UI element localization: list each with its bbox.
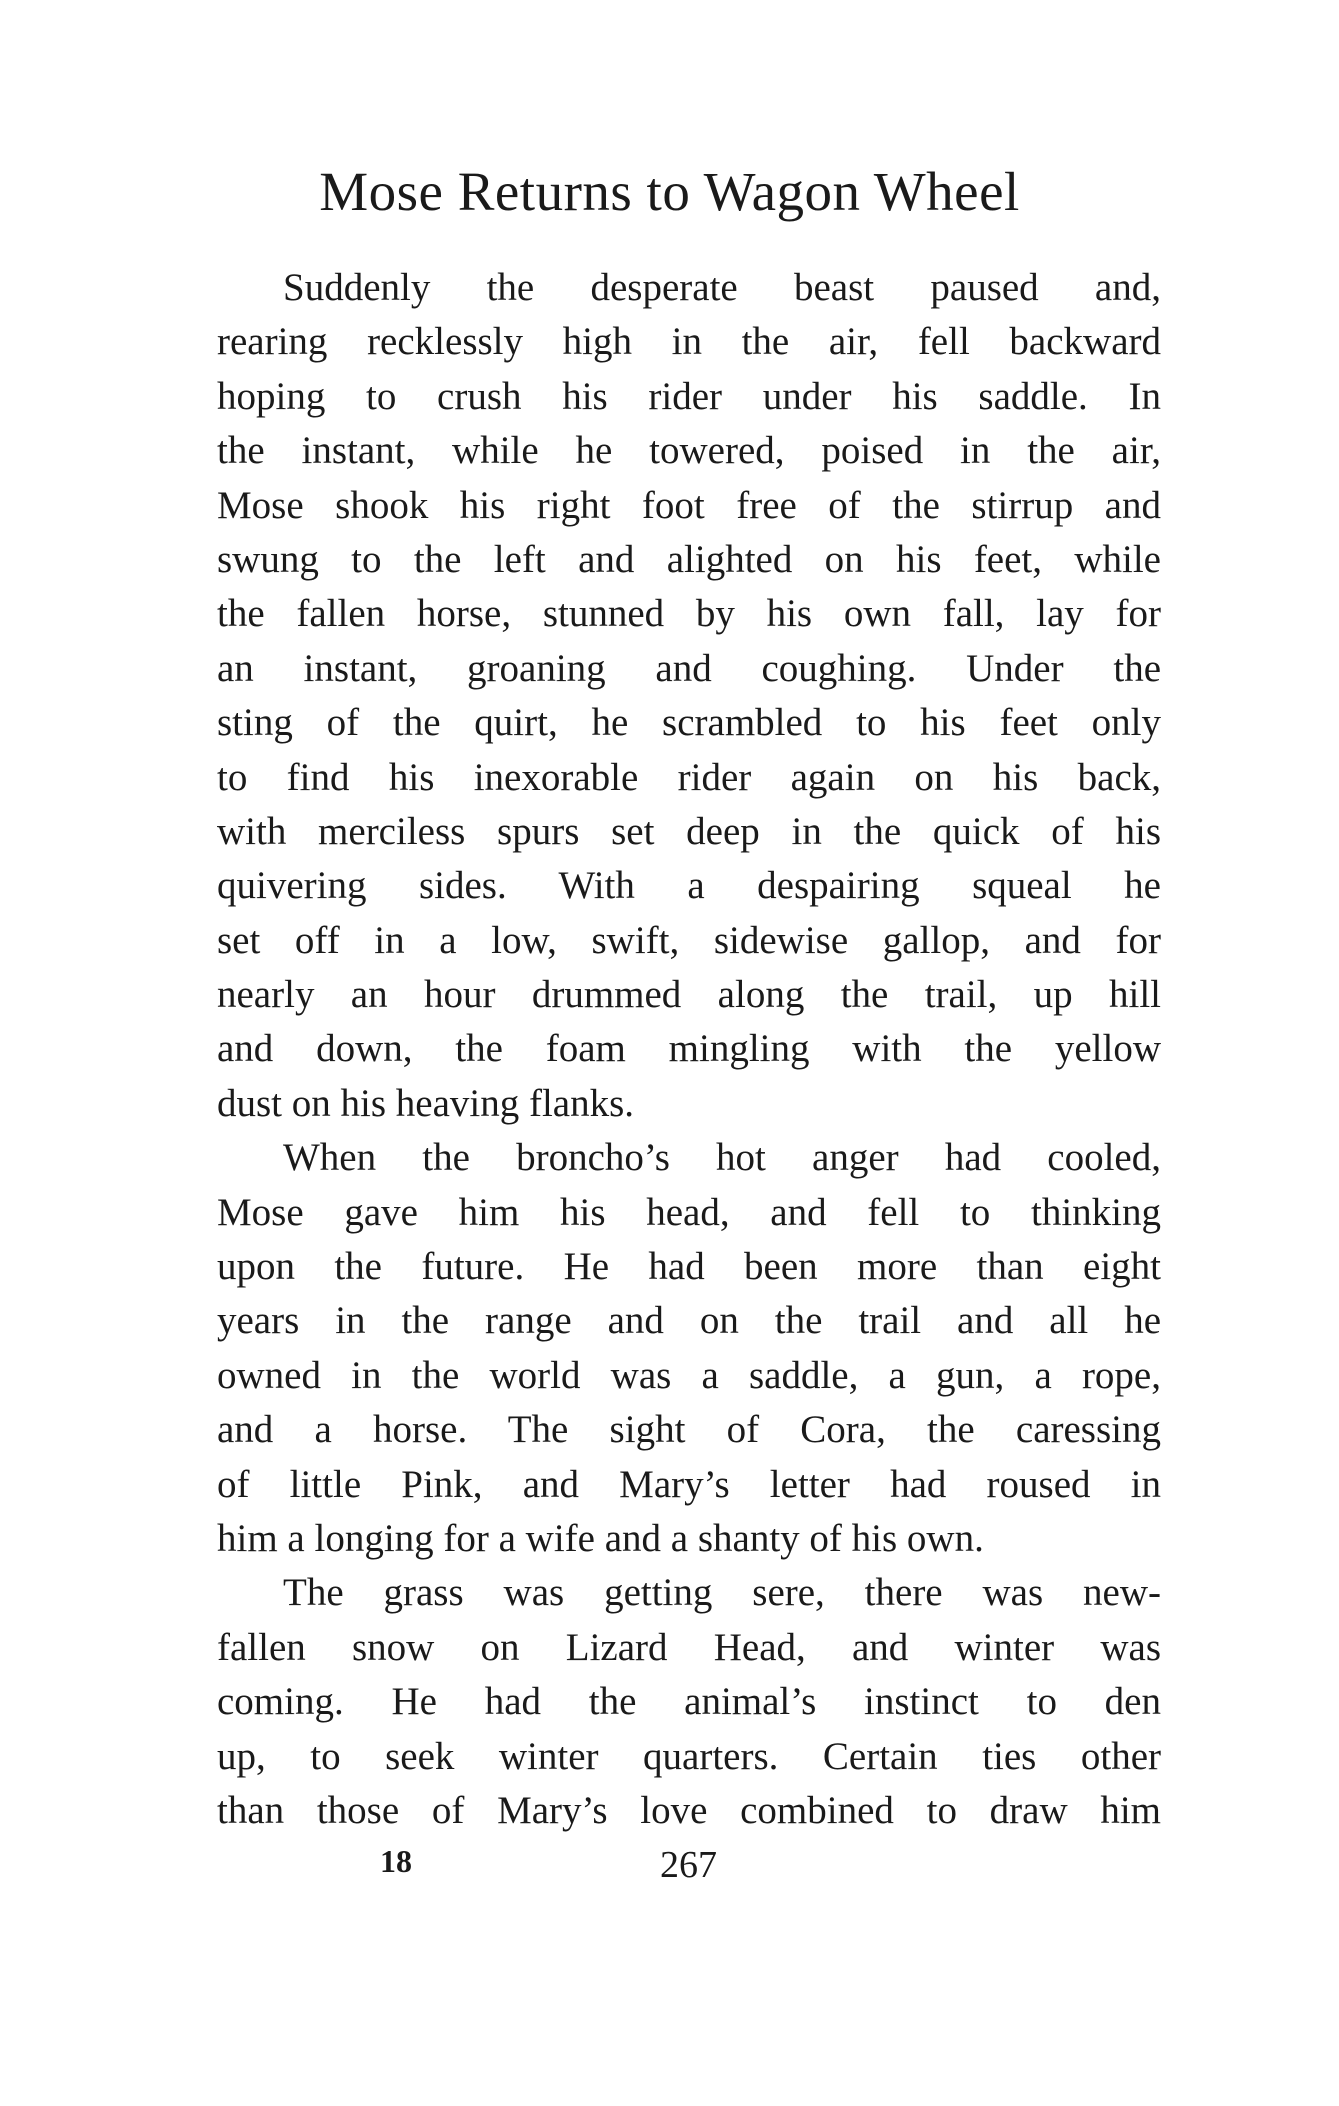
- text-line: Mose shook his right foot free of the stirrup and: [217, 483, 1161, 527]
- body-text: [217, 261, 1161, 1838]
- text-line: swung to the left and alighted on his feet, while: [217, 537, 1161, 581]
- text-line: to find his inexorable rider again on his back,: [217, 755, 1161, 799]
- text-line: than those of Mary’s love combined to draw him: [217, 1788, 1161, 1832]
- text-line: fallen snow on Lizard Head, and winter was: [217, 1625, 1161, 1669]
- text-line: the instant, while he towered, poised in the air,: [217, 429, 1161, 473]
- text-line: The grass was getting sere, there was new-: [283, 1571, 1161, 1615]
- signature-mark: 18: [380, 1843, 412, 1879]
- text-line: with merciless spurs set deep in the quick of his: [217, 809, 1161, 853]
- paragraph: [217, 261, 1161, 1131]
- text-line: coming. He had the animal’s instinct to den: [217, 1680, 1161, 1724]
- text-line: upon the future. He had been more than eight: [217, 1245, 1161, 1289]
- text-line: Suddenly the desperate beast paused and,: [283, 266, 1161, 309]
- text-line: dust on his heaving flanks.: [217, 1081, 635, 1125]
- text-line: and down, the foam mingling with the yellow: [217, 1027, 1161, 1071]
- text-line: hoping to crush his rider under his saddle. In: [217, 374, 1161, 418]
- text-line: him a longing for a wife and a shanty of his own.: [217, 1516, 984, 1560]
- text-line: quivering sides. With a despairing squeal he: [217, 864, 1161, 908]
- text-line: of little Pink, and Mary’s letter had roused in: [217, 1462, 1161, 1506]
- text-line: an instant, groaning and coughing. Under the: [217, 646, 1161, 690]
- text-line: years in the range and on the trail and all he: [217, 1299, 1161, 1343]
- text-line: the fallen horse, stunned by his own fall, lay for: [217, 592, 1161, 636]
- text-line: rearing recklessly high in the air, fell backward: [217, 320, 1161, 364]
- text-line: nearly an hour drummed along the trail, up hill: [217, 973, 1161, 1017]
- text-line: set off in a low, swift, sidewise gallop, and for: [217, 918, 1161, 962]
- text-line: up, to seek winter quarters. Certain ties other: [217, 1734, 1161, 1778]
- running-head: Mose Returns to Wagon Wheel: [319, 161, 1020, 222]
- text-line: sting of the quirt, he scrambled to his feet only: [217, 701, 1161, 745]
- text-line: owned in the world was a saddle, a gun, a rope,: [217, 1353, 1161, 1397]
- text-line: Mose gave him his head, and fell to thinking: [217, 1190, 1161, 1234]
- paragraph: [217, 1131, 1161, 1566]
- text-line: When the broncho’s hot anger had cooled,: [283, 1136, 1161, 1180]
- page-number: 267: [660, 1844, 717, 1886]
- text-line: and a horse. The sight of Cora, the caressing: [217, 1408, 1161, 1452]
- page-footer: [0, 1843, 1339, 1893]
- paragraph: [217, 1566, 1161, 1838]
